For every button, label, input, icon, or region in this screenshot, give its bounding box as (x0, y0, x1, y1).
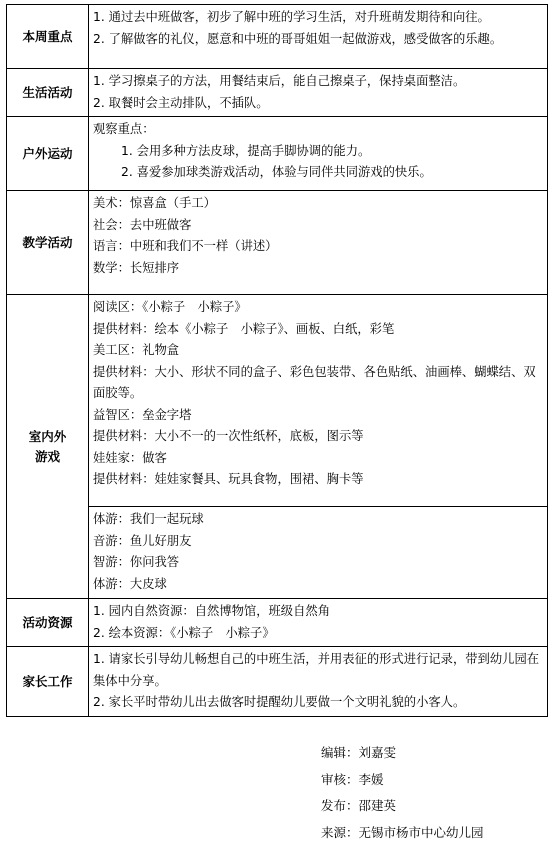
content-line: 1. 园内自然资源：自然博物馆，班级自然角 (93, 601, 543, 623)
weekly-plan-table (6, 4, 548, 717)
content-line: 2. 绘本资源：《小粽子 小粽子》 (93, 623, 543, 645)
content-line: 音游：鱼儿好朋友 (93, 531, 543, 553)
row-parent-work (7, 647, 548, 717)
row-heading: 本周重点 (7, 5, 89, 69)
content-line: 观察重点： (93, 119, 543, 141)
row-content (89, 5, 548, 69)
content-line: 1. 请家长引导幼儿畅想自己的中班生活，并用表征的形式进行记录，带到幼儿园在集体中分享。 (93, 649, 543, 692)
content-line: 益智区：垒金字塔 (93, 405, 543, 427)
row-heading-line: 游戏 (7, 447, 88, 467)
row-content (89, 69, 548, 117)
publisher-credit: 发布：邵建英 (321, 793, 484, 820)
credits-block (321, 740, 484, 846)
row-heading (7, 295, 89, 599)
editor-credit: 编辑：刘嘉雯 (321, 740, 484, 767)
content-line: 娃娃家：做客 (93, 448, 543, 470)
content-line: 智游：你问我答 (93, 552, 543, 574)
row-content (89, 191, 548, 295)
row-activity-resources (7, 599, 548, 647)
row-content (89, 117, 548, 191)
row-heading: 教学活动 (7, 191, 89, 295)
indoor-games-content (89, 295, 548, 507)
content-line: 2. 取餐时会主动排队，不插队。 (93, 93, 543, 115)
row-games-outdoor (7, 507, 548, 599)
content-line: 提供材料：大小不一的一次性纸杯，底板，图示等 (93, 426, 543, 448)
row-heading: 活动资源 (7, 599, 89, 647)
row-content (89, 599, 548, 647)
content-line: 美工区：礼物盒 (93, 340, 543, 362)
content-line: 社会：去中班做客 (93, 215, 543, 237)
content-line: 1. 学习擦桌子的方法，用餐结束后，能自己擦桌子，保持桌面整洁。 (93, 71, 543, 93)
content-line: 提供材料：娃娃家餐具、玩具食物，围裙、胸卡等 (93, 469, 543, 491)
content-line: 语言：中班和我们不一样（讲述） (93, 236, 543, 258)
row-weekly-focus (7, 5, 548, 69)
content-line: 数学：长短排序 (93, 258, 543, 280)
content-line: 提供材料：大小、形状不同的盒子、彩色包装带、各色贴纸、油画棒、蝴蝶结、双面胶等。 (93, 362, 543, 405)
content-line: 2. 喜爱参加球类游戏活动，体验与同伴共同游戏的快乐。 (93, 162, 543, 184)
row-content (89, 647, 548, 717)
row-heading-line: 室内外 (7, 427, 88, 447)
content-line: 阅读区：《小粽子 小粽子》 (93, 297, 543, 319)
content-line: 2. 家长平时带幼儿出去做客时提醒幼儿要做一个文明礼貌的小客人。 (93, 692, 543, 714)
reviewer-credit: 审核：李媛 (321, 767, 484, 794)
content-line: 1. 会用多种方法皮球，提高手脚协调的能力。 (93, 141, 543, 163)
row-daily-life (7, 69, 548, 117)
row-heading: 生活活动 (7, 69, 89, 117)
row-outdoor-exercise (7, 117, 548, 191)
content-line: 2. 了解做客的礼仪，愿意和中班的哥哥姐姐一起做游戏，感受做客的乐趣。 (93, 29, 543, 51)
content-line: 美术：惊喜盒（手工） (93, 193, 543, 215)
content-line: 体游：我们一起玩球 (93, 509, 543, 531)
content-line: 体游：大皮球 (93, 574, 543, 596)
content-line: 提供材料：绘本《小粽子 小粽子》、画板、白纸，彩笔 (93, 319, 543, 341)
row-heading: 家长工作 (7, 647, 89, 717)
source-credit: 来源：无锡市杨市中心幼儿园 (321, 820, 484, 846)
row-teaching-activities (7, 191, 548, 295)
outdoor-games-content (89, 507, 548, 599)
content-line: 1. 通过去中班做客，初步了解中班的学习生活，对升班萌发期待和向往。 (93, 7, 543, 29)
row-heading: 户外运动 (7, 117, 89, 191)
row-games-indoor (7, 295, 548, 507)
